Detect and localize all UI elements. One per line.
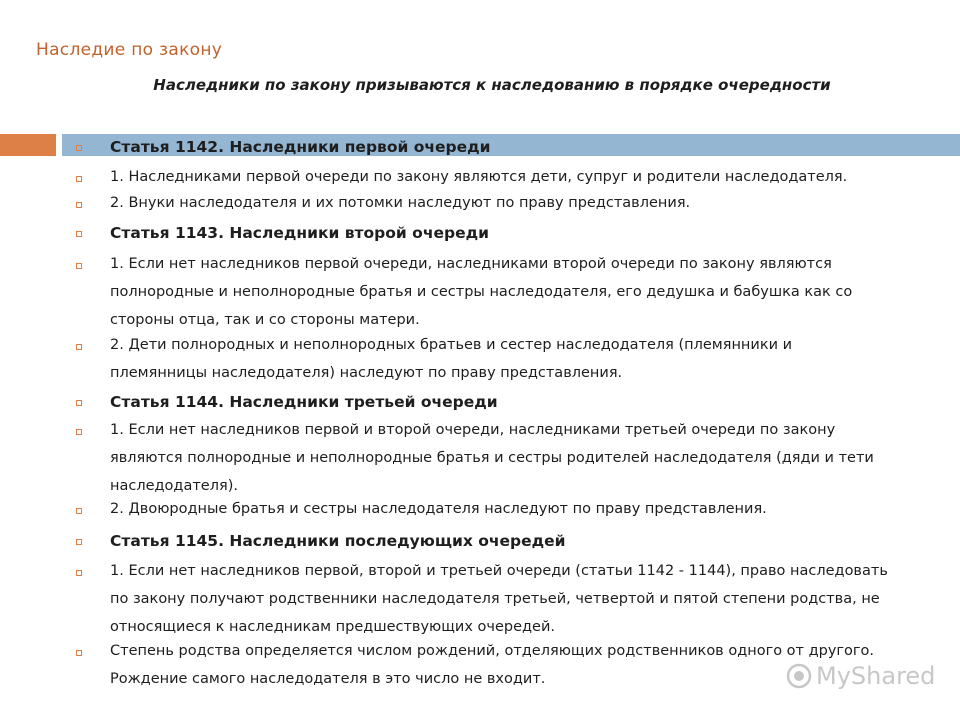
article-heading: Статья 1143. Наследники второй очереди [110, 224, 489, 242]
article-text-line: 1. Если нет наследников первой очереди, наследниками второй очереди по закону являются [110, 256, 832, 272]
bullet-icon [76, 429, 82, 435]
article-text-line: 2. Дети полнородных и неполнородных братьев и сестер наследодателя (племянники и [110, 337, 793, 353]
article-text-line: являются полнородные и неполнородные братья и сестры родителей наследодателя (дяди и тети [110, 450, 874, 466]
article-text-line: 2. Двоюродные братья и сестры наследодателя наследуют по праву представления. [110, 501, 767, 517]
bullet-icon [76, 400, 82, 406]
article-text-line: 2. Внуки наследодателя и их потомки наследуют по праву представления. [110, 195, 691, 211]
slide-subtitle: Наследники по закону призываются к наследованию в порядке очередности [153, 76, 831, 94]
article-text-line: племянницы наследодателя) наследуют по праву представления. [110, 365, 623, 381]
watermark [786, 662, 935, 690]
bullet-icon [76, 539, 82, 545]
article-text-line: наследодателя). [110, 478, 238, 494]
bullet-icon [76, 176, 82, 182]
article-text-line: стороны отца, так и со стороны матери. [110, 312, 420, 328]
article-text-line: Рождение самого наследодателя в это число не входит. [110, 671, 546, 687]
article-text-line: Степень родства определяется числом рождений, отделяющих родственников одного от другого. [110, 643, 875, 659]
slide-title: Наследие по закону [36, 40, 223, 60]
article-text-line: по закону получают родственники наследодателя третьей, четвертой и пятой степени родства, не [110, 591, 880, 607]
article-text-line: 1. Если нет наследников первой и второй очереди, наследниками третьей очереди по закону [110, 422, 836, 438]
bullet-icon [76, 202, 82, 208]
bullet-icon [76, 231, 82, 237]
article-text-line: полнородные и неполнородные братья и сестры наследодателя, его дедушка и бабушка как со [110, 284, 853, 300]
article-heading: Статья 1142. Наследники первой очереди [110, 138, 491, 156]
article-text-line: 1. Наследниками первой очереди по закону являются дети, супруг и родители наследодателя. [110, 169, 848, 185]
bullet-icon [76, 650, 82, 656]
bullet-icon [76, 344, 82, 350]
article-text-line: 1. Если нет наследников первой, второй и третьей очереди (статьи 1142 - 1144), право наследовать [110, 563, 888, 579]
article-heading: Статья 1145. Наследники последующих очередей [110, 532, 566, 550]
bullet-icon [76, 145, 82, 151]
bullet-icon [76, 263, 82, 269]
watermark-logo-icon [786, 663, 812, 689]
article-heading: Статья 1144. Наследники третьей очереди [110, 393, 498, 411]
bullet-icon [76, 570, 82, 576]
bullet-icon [76, 508, 82, 514]
article-text-line: относящиеся к наследникам предшествующих очередей. [110, 619, 555, 635]
watermark-text: MyShared [816, 662, 936, 690]
